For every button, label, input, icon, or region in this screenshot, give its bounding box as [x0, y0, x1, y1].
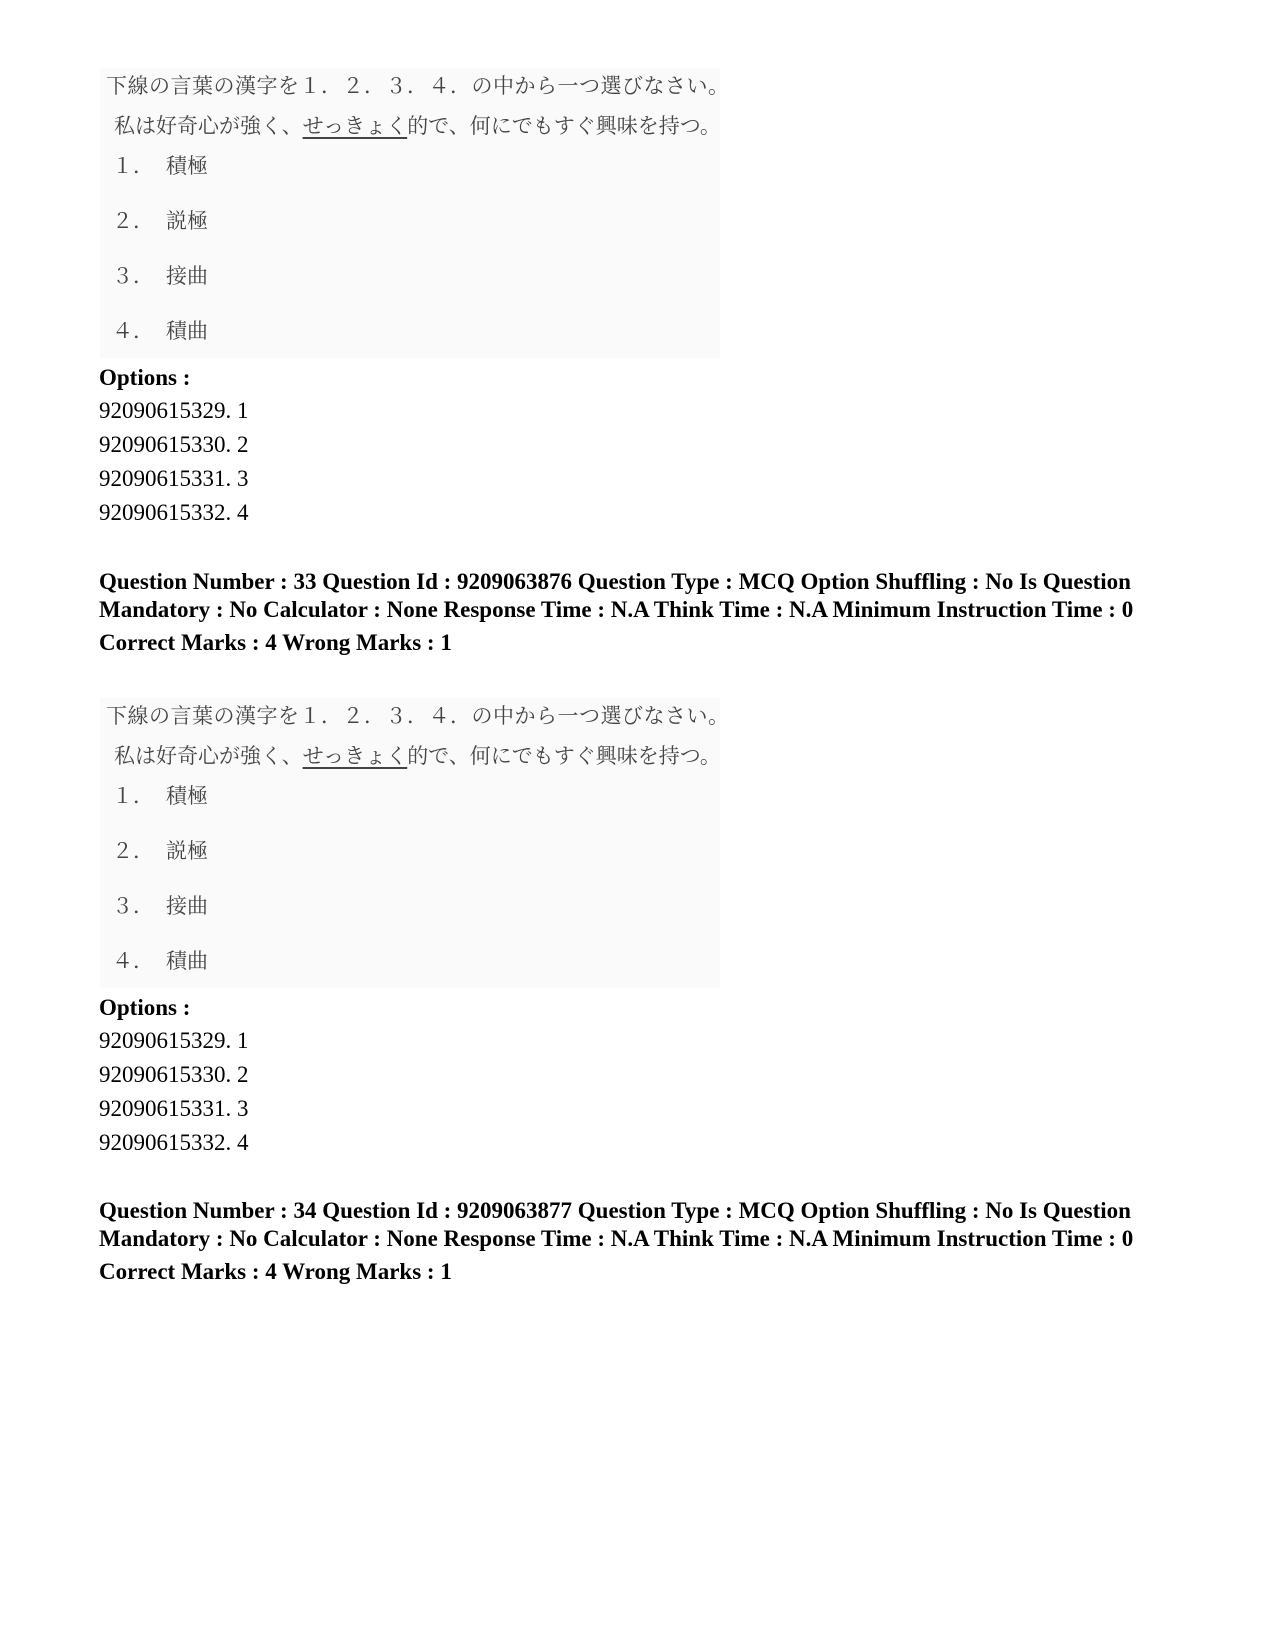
sentence-before: 私は好奇心が強く、 [114, 744, 303, 768]
kanji-choice-text: 説極 [166, 839, 208, 863]
kanji-choice-number: ２． [112, 839, 154, 863]
sentence-underlined-word: せっきょく [302, 744, 408, 768]
kanji-choice [112, 150, 208, 180]
kanji-choice-number: １． [112, 784, 154, 808]
question-header: Question Number : 34 Question Id : 9209063877 Question Type : MCQ Option Shuffling : No Is Question Mandatory : No Calculator : None Response Time : N.A Think Time : N.A Minimum Instruction Time : 0 [99, 1198, 1134, 1251]
question-header-section [99, 568, 1179, 658]
option-item: 92090615332. 4 [99, 500, 249, 525]
kanji-choice-number: ４． [112, 319, 154, 343]
option-item: 92090615331. 3 [99, 1096, 249, 1121]
kanji-choice-text: 積極 [166, 154, 208, 178]
sentence-after: 的で、何にでもすぐ興味を持つ。 [407, 744, 721, 768]
kanji-choice [112, 205, 208, 235]
question-sentence [114, 110, 721, 140]
option-item: 92090615330. 2 [99, 432, 249, 457]
options-title: Options : [99, 995, 191, 1020]
kanji-choice-number: ３． [112, 264, 154, 288]
question-header-section [99, 1197, 1179, 1287]
question-marks: Correct Marks : 4 Wrong Marks : 1 [99, 1259, 452, 1284]
kanji-choice [112, 890, 208, 920]
question-image [100, 68, 730, 358]
question-image [100, 698, 730, 988]
options-section [99, 992, 1179, 1160]
options-title: Options : [99, 365, 191, 390]
kanji-choice-number: ４． [112, 949, 154, 973]
option-item: 92090615332. 4 [99, 1130, 249, 1155]
sentence-before: 私は好奇心が強く、 [114, 114, 303, 138]
kanji-choice-number: ２． [112, 209, 154, 233]
kanji-choice [112, 315, 208, 345]
kanji-choice-number: ３． [112, 894, 154, 918]
question-instruction: 下線の言葉の漢字を１．２．３．４．の中から一つ選びなさい。 [106, 74, 730, 98]
sentence-underlined-word: せっきょく [302, 114, 408, 138]
kanji-choice-text: 積曲 [166, 319, 208, 343]
question-sentence [114, 740, 721, 770]
kanji-choice-text: 説極 [166, 209, 208, 233]
kanji-choice [112, 780, 208, 810]
option-item: 92090615329. 1 [99, 398, 249, 423]
kanji-choice-text: 接曲 [166, 894, 208, 918]
kanji-choice [112, 835, 208, 865]
question-header: Question Number : 33 Question Id : 9209063876 Question Type : MCQ Option Shuffling : No Is Question Mandatory : No Calculator : None Response Time : N.A Think Time : N.A Minimum Instruction Time : 0 [99, 569, 1134, 622]
kanji-choice-text: 接曲 [166, 264, 208, 288]
option-item: 92090615329. 1 [99, 1028, 249, 1053]
kanji-choice-text: 積曲 [166, 949, 208, 973]
sentence-after: 的で、何にでもすぐ興味を持つ。 [407, 114, 721, 138]
options-section [99, 362, 1179, 530]
kanji-choice-number: １． [112, 154, 154, 178]
question-marks: Correct Marks : 4 Wrong Marks : 1 [99, 630, 452, 655]
option-item: 92090615331. 3 [99, 466, 249, 491]
kanji-choice-text: 積極 [166, 784, 208, 808]
question-instruction: 下線の言葉の漢字を１．２．３．４．の中から一つ選びなさい。 [106, 704, 730, 728]
option-item: 92090615330. 2 [99, 1062, 249, 1087]
kanji-choice [112, 945, 208, 975]
kanji-choice [112, 260, 208, 290]
